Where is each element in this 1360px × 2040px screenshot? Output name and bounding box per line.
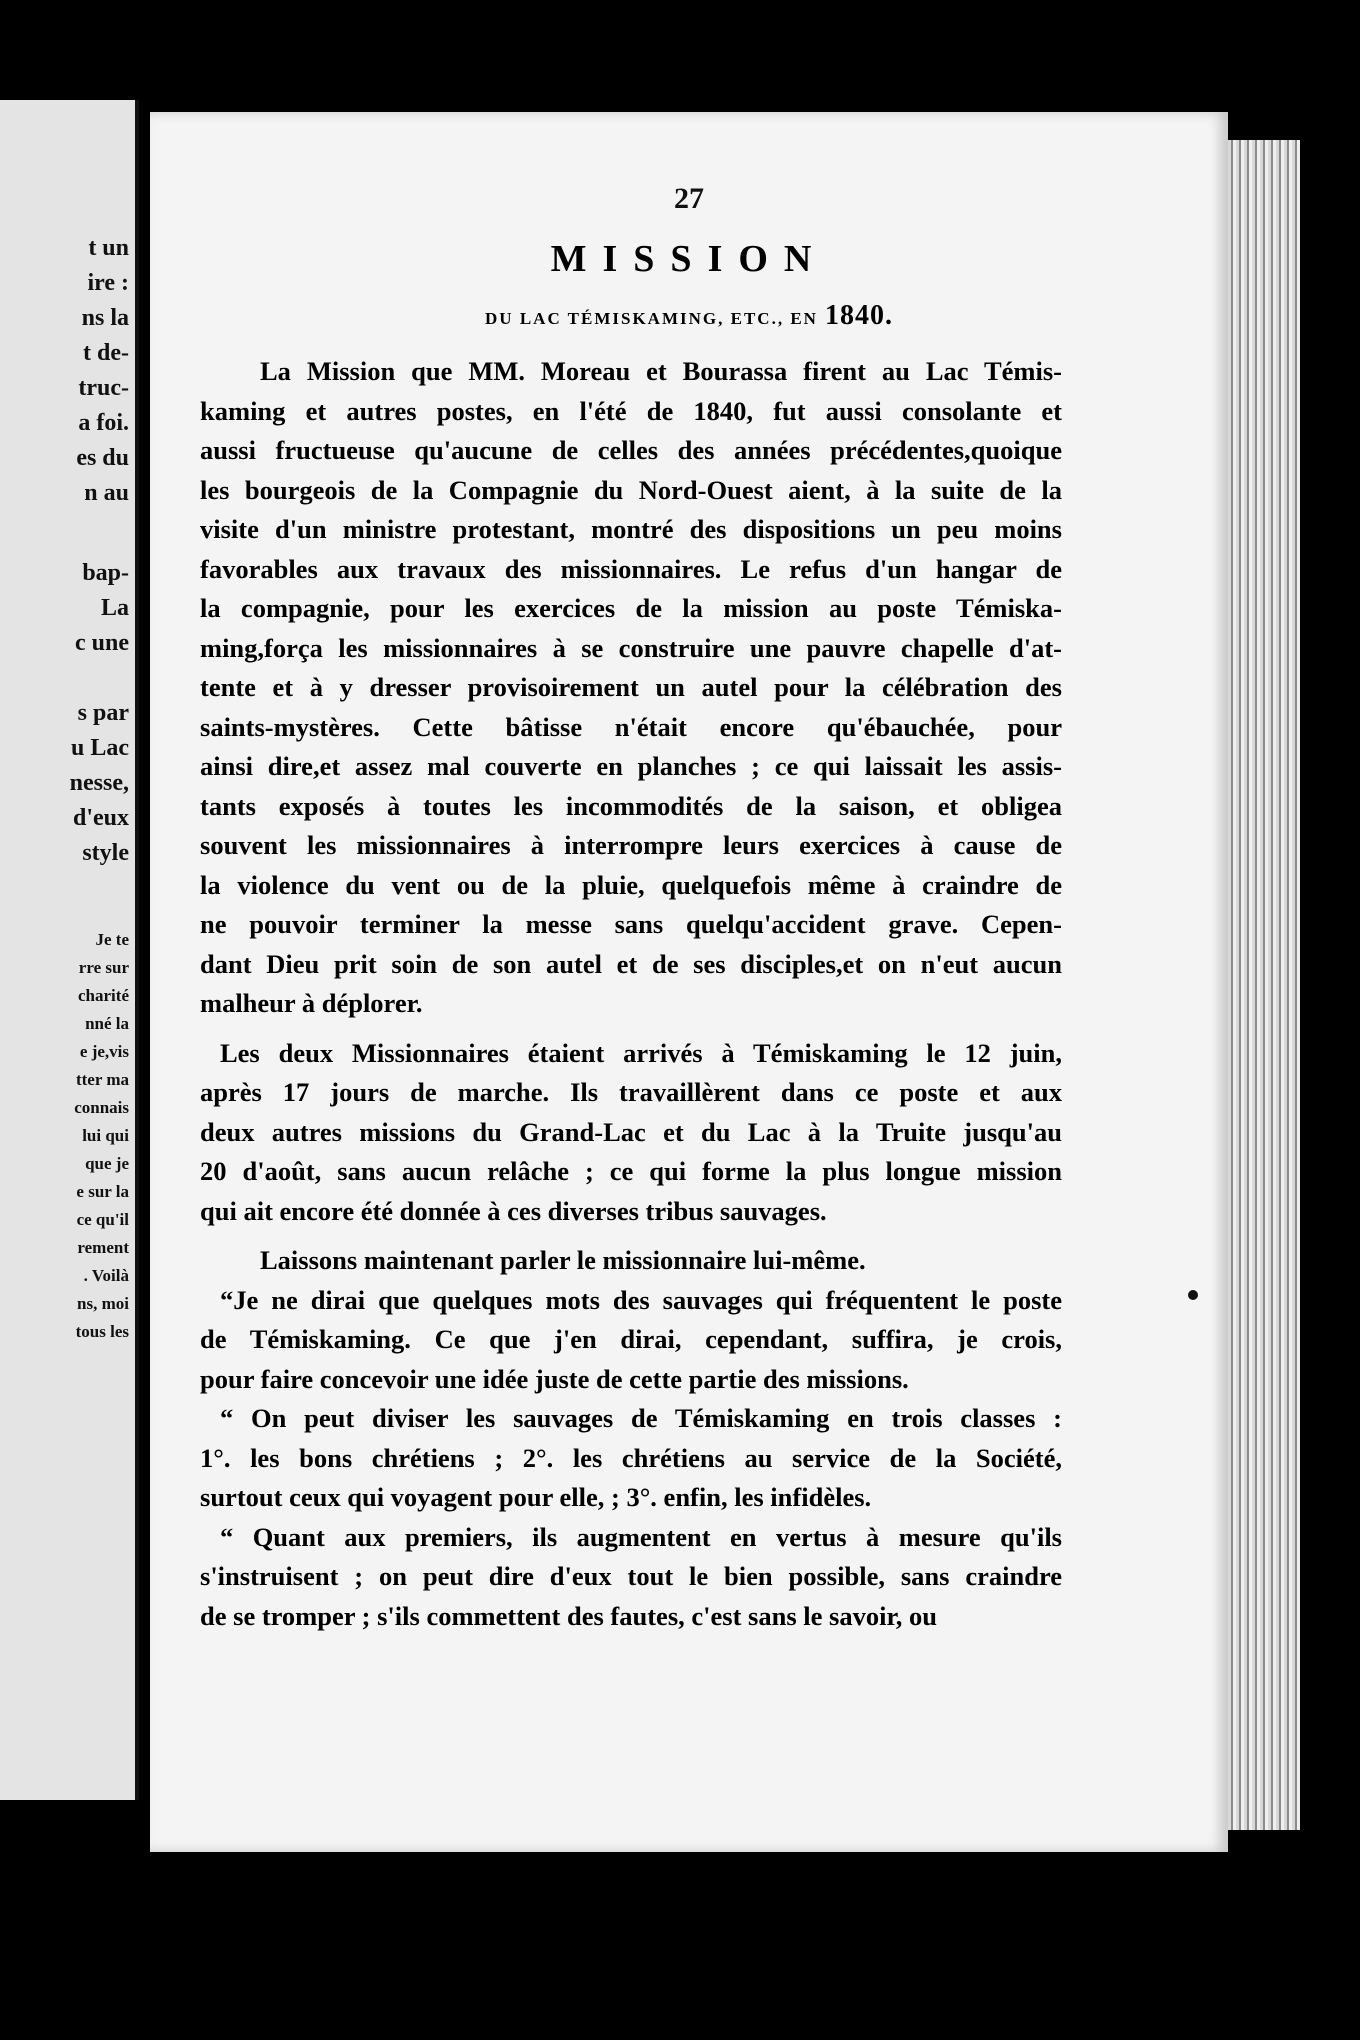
text-line: malheur à déplorer. (200, 988, 423, 1018)
left-page-fragment: tter ma (75, 1070, 129, 1089)
left-page-fragment: e sur la (76, 1182, 129, 1201)
text-line: tants exposés à toutes les incommodités de la saison, et obligea (200, 790, 1062, 821)
left-page-fragment: a foi. (78, 410, 129, 436)
page-number: 27 (674, 182, 704, 215)
page-stack-edges (1228, 140, 1300, 1830)
text-line: ainsi dire,et assez mal couverte en planches ; ce qui laissait les assis- (200, 751, 1062, 781)
left-page-fragment: t un (88, 235, 129, 261)
text-line: favorables aux travaux des missionnaires. Le refus d'un hangar de (200, 553, 1062, 584)
left-page-fragment: charité (78, 986, 129, 1005)
text-line: tente et à y dresser provisoirement un autel pour la célébration des (200, 672, 1062, 702)
left-page-fragment: lui qui (82, 1126, 129, 1145)
left-page-fragment: rement (77, 1238, 129, 1257)
left-page-fragment: t de- (83, 340, 129, 366)
text-line: Les deux Missionnaires étaient arrivés à Témiskaming le 12 juin, (220, 1037, 1062, 1068)
body-text (200, 352, 1062, 1636)
text-line: la compagnie, pour les exercices de la mission au poste Témiska- (200, 593, 1062, 623)
left-page-fragment: e je,vis (79, 1042, 129, 1061)
text-line: s'instruisent ; on peut dire d'eux tout le bien possible, sans craindre (200, 1561, 1062, 1591)
text-line: de se tromper ; s'ils commettent des fautes, c'est sans le savoir, ou (200, 1600, 938, 1631)
left-page-fragment: nné la (85, 1014, 129, 1033)
left-page-fragment: ire : (87, 270, 129, 296)
text-line: saints-mystères. Cette bâtisse n'était encore qu'ébauchée, pour (200, 711, 1062, 742)
left-page-fragment: ce qu'il (76, 1210, 129, 1229)
text-line: “ Quant aux premiers, ils augmentent en vertus à mesure qu'ils (220, 1521, 1062, 1552)
text-line: Laissons maintenant parler le missionnaire lui-même. (260, 1245, 866, 1275)
subheading-text: DU LAC TÉMISKAMING, ETC., EN (485, 309, 818, 328)
left-page-fragment: que je (85, 1154, 129, 1173)
text-line: 20 d'août, sans aucun relâche ; ce qui forme la plus longue mission (200, 1156, 1062, 1186)
page-heading: MISSION (550, 238, 828, 280)
left-page-fragment: n au (84, 480, 129, 506)
text-line: pour faire concevoir une idée juste de cette partie des missions. (200, 1363, 909, 1394)
left-page-fragment: s par (77, 700, 129, 726)
left-page-fragment: . Voilà (83, 1266, 129, 1285)
left-page-fragment: nesse, (69, 770, 129, 796)
left-page-fragment: d'eux (72, 805, 129, 831)
text-line: qui ait encore été donnée à ces diverses tribus sauvages. (200, 1195, 827, 1226)
left-page-edge (0, 100, 139, 1800)
left-page-fragment: c une (75, 630, 129, 656)
book-page (150, 112, 1228, 1852)
page-subheading (150, 300, 1228, 332)
text-line: deux autres missions du Grand-Lac et du Lac à la Truite jusqu'au (200, 1116, 1062, 1147)
text-line: surtout ceux qui voyagent pour elle, ; 3°. enfin, les infidèles. (200, 1482, 872, 1512)
text-line: kaming et autres postes, en l'été de 1840, fut aussi consolante et (200, 395, 1062, 426)
left-page-fragment: rre sur (78, 958, 129, 977)
left-page-fragment: ns, moi (77, 1294, 129, 1313)
text-line: après 17 jours de marche. Ils travaillèrent dans ce poste et aux (200, 1077, 1062, 1107)
left-page-fragment: La (100, 595, 129, 621)
left-page-fragment: u Lac (70, 735, 129, 761)
text-line: “ On peut diviser les sauvages de Témiskaming en trois classes : (220, 1403, 1062, 1433)
text-line: ne pouvoir terminer la messe sans quelqu'accident grave. Cepen- (200, 909, 1062, 939)
left-page-fragment: es du (76, 445, 129, 471)
text-line: “Je ne dirai que quelques mots des sauvages qui fréquentent le poste (220, 1284, 1062, 1315)
left-page-fragment: tous les (75, 1322, 129, 1341)
subheading-year: 1840. (824, 300, 893, 331)
left-page-fragment: truc- (78, 375, 129, 401)
left-page-fragment: ns la (81, 305, 129, 331)
left-page-fragment: connais (74, 1098, 129, 1117)
ink-mark (1188, 1290, 1198, 1300)
text-line: visite d'un ministre protestant, montré des dispositions un peu moins (200, 514, 1062, 544)
left-page-fragment: Je te (95, 930, 129, 949)
text-line: La Mission que MM. Moreau et Bourassa firent au Lac Témis- (260, 356, 1062, 386)
text-line: la violence du vent ou de la pluie, quelquefois même à craindre de (200, 869, 1062, 900)
text-line: les bourgeois de la Compagnie du Nord-Ouest aient, à la suite de la (200, 474, 1062, 505)
text-line: aussi fructueuse qu'aucune de celles des années précédentes,quoique (200, 435, 1062, 465)
text-line: souvent les missionnaires à interrompre leurs exercices à cause de (200, 830, 1062, 860)
text-line: ming,força les missionnaires à se construire une pauvre chapelle d'at- (200, 632, 1062, 663)
left-page-fragment: style (82, 840, 129, 866)
text-line: 1°. les bons chrétiens ; 2°. les chrétiens au service de la Société, (200, 1442, 1062, 1473)
text-line: de Témiskaming. Ce que j'en dirai, cependant, suffira, je crois, (200, 1324, 1062, 1354)
text-line: dant Dieu prit soin de son autel et de ses disciples,et on n'eut aucun (200, 948, 1062, 979)
left-page-fragment: bap- (82, 560, 129, 586)
